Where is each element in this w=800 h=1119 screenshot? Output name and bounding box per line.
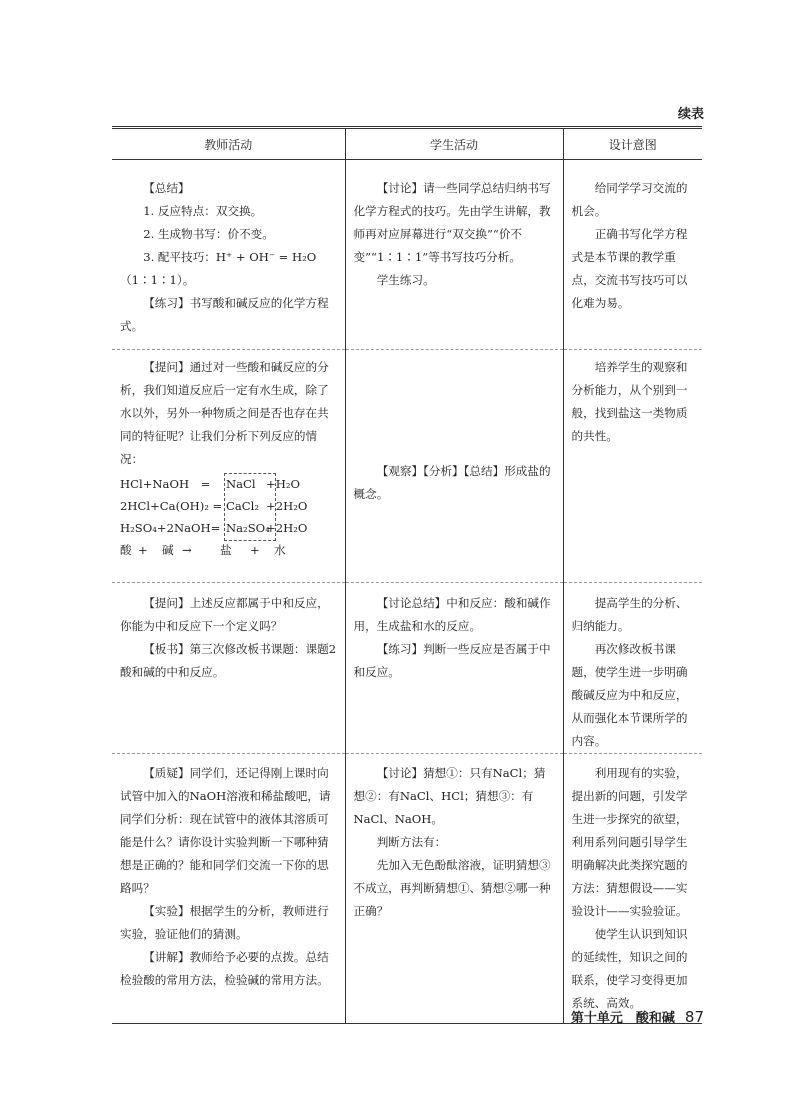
word-plus: + bbox=[250, 543, 260, 557]
teacher-cell bbox=[112, 160, 345, 350]
salt-box bbox=[224, 473, 276, 541]
text-line: 【板书】第三次修改板书课题：课题2 酸和碱的中和反应。 bbox=[120, 642, 348, 679]
text-line: 学生练习。 bbox=[376, 273, 435, 287]
word-equation bbox=[120, 539, 337, 561]
intent-cell bbox=[563, 754, 702, 1024]
text-line: 使学生认识到知识的延续性，知识之间的联系，使学习变得更加系统、高效。 bbox=[571, 927, 688, 1010]
equation-water: +H₂O bbox=[266, 477, 300, 491]
text-line: 【提问】通过对一些酸和碱反应的分析，我们知道反应后一定有水生成，除了水以外，另外一种物质之间是否也存在共同的特征呢？让我们分析下列反应的情况： bbox=[120, 360, 329, 466]
text-line: 【练习】书写酸和碱反应的化学方程式。 bbox=[120, 296, 329, 333]
student-cell bbox=[345, 583, 563, 754]
text-line: 【练习】判断一些反应是否属于中和反应。 bbox=[353, 642, 551, 679]
intent-cell bbox=[563, 350, 702, 583]
text-line: 【讨论】请一些同学总结归纳书写化学方程式的技巧。先由学生讲解，教师再对应屏幕进行“双交换”“价不变”“1∶1∶1”等书写技巧分析。 bbox=[353, 181, 551, 264]
text-line: 【讲解】教师给予必要的点拨。总结检验酸的常用方法，检验碱的常用方法。 bbox=[120, 950, 329, 987]
word-plus: + bbox=[138, 543, 148, 557]
equation-reactants: HCl+NaOH = bbox=[120, 477, 211, 491]
word-base: 碱 bbox=[162, 543, 174, 557]
intent-cell bbox=[563, 160, 702, 350]
teacher-cell bbox=[112, 583, 348, 754]
intent-cell bbox=[563, 583, 702, 754]
text-line: 【质疑】同学们，还记得刚上课时向试管中加入的NaOH溶液和稀盐酸吧，请同学们分析：现在试管中的液体其溶质可能是什么？请你设计实验判断一下哪种猜想是正确的？能和同学们交流一下你的思路吗？ bbox=[120, 766, 331, 895]
equation-reactants: 2HCl+Ca(OH)₂ = bbox=[120, 499, 223, 513]
header-teacher: 教师活动 bbox=[112, 128, 345, 160]
text-line: 【实验】根据学生的分析，教师进行实验，验证他们的猜测。 bbox=[120, 904, 329, 941]
text-line: 【总结】 bbox=[143, 181, 190, 195]
text-line: 3. 配平技巧：H⁺ + OH⁻ = H₂O（1∶1∶1）。 bbox=[120, 250, 317, 287]
equation-water: +2H₂O bbox=[266, 499, 308, 513]
text-line: 正确书写化学方程式是本节课的教学重点，交流书写技巧可以化难为易。 bbox=[571, 227, 688, 310]
equation-block bbox=[120, 473, 337, 539]
text-line: 再次修改板书课题，使学生进一步明确酸碱反应为中和反应，从而强化本节课所学的内容。 bbox=[571, 642, 688, 748]
header-student: 学生活动 bbox=[345, 128, 563, 160]
equation-salt: CaCl₂ bbox=[226, 499, 260, 513]
table-row bbox=[112, 754, 702, 1024]
word-acid: 酸 bbox=[120, 543, 132, 557]
table-row bbox=[112, 160, 702, 350]
text-line: 培养学生的观察和分析能力，从个别到一般，找到盐这一类物质的共性。 bbox=[571, 360, 688, 443]
table-row bbox=[112, 583, 702, 754]
text-line: 1. 反应特点：双交换。 bbox=[143, 204, 263, 218]
student-cell bbox=[345, 754, 563, 1024]
table-header-row bbox=[112, 128, 702, 160]
header-intent: 设计意图 bbox=[563, 128, 702, 160]
text-line: 给同学学习交流的机会。 bbox=[571, 181, 688, 218]
table-row bbox=[112, 350, 702, 583]
unit-title: 第十单元 酸和碱 bbox=[570, 1011, 675, 1026]
equation-salt: NaCl bbox=[226, 477, 256, 491]
continued-label: 续表 bbox=[677, 107, 704, 122]
teacher-cell bbox=[112, 754, 345, 1024]
text-line: 2. 生成物书写：价不变。 bbox=[143, 227, 274, 241]
student-cell bbox=[345, 350, 563, 583]
text-line: 先加入无色酚酞溶液，证明猜想③不成立，再判断猜想①、猜想②哪一种正确？ bbox=[353, 858, 551, 918]
page-number: 87 bbox=[684, 1008, 704, 1026]
text-line: 利用现有的实验，提出新的问题，引发学生进一步探究的欲望，利用系列问题引导学生明确解决此类探究题的方法：猜想假设——实验设计——实验验证。 bbox=[571, 766, 688, 918]
equation-reactants: H₂SO₄+2NaOH= bbox=[120, 521, 221, 535]
word-water: 水 bbox=[274, 543, 286, 557]
lesson-table bbox=[112, 126, 702, 1024]
text-line: 判断方法有： bbox=[376, 835, 447, 849]
page-footer bbox=[571, 1007, 704, 1026]
text-line: 【讨论】猜想①：只有NaCl；猜想②：有NaCl、HCl；猜想③：有NaCl、NaOH。 bbox=[353, 766, 546, 826]
word-arrow: → bbox=[182, 543, 192, 557]
equation-water: +2H₂O bbox=[266, 521, 308, 535]
text-line: 提高学生的分析、归纳能力。 bbox=[571, 596, 688, 633]
text-line: 【提问】上述反应都属于中和反应，你能为中和反应下一个定义吗？ bbox=[120, 596, 329, 633]
student-cell bbox=[345, 160, 563, 350]
text-line: 【讨论总结】中和反应：酸和碱作用，生成盐和水的反应。 bbox=[353, 596, 551, 633]
word-salt: 盐 bbox=[220, 543, 232, 557]
teacher-cell bbox=[112, 350, 345, 583]
equation-salt: Na₂SO₄ bbox=[226, 521, 270, 535]
text-line: 【观察】【分析】【总结】形成盐的概念。 bbox=[353, 464, 551, 501]
